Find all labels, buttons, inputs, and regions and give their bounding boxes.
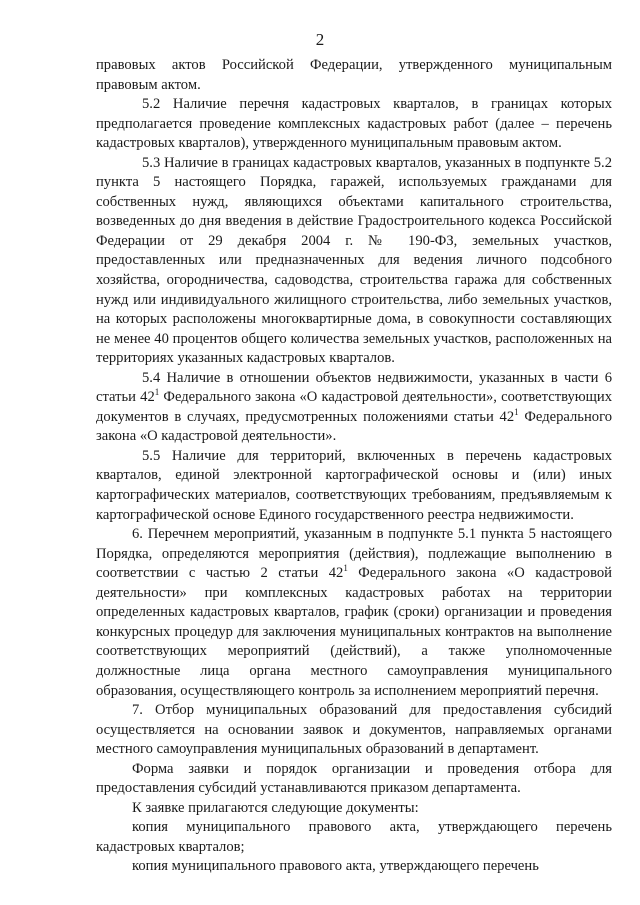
- paragraph-5-2: 5.2 Наличие перечня кадастровых кварталов, в границах которых предполагается проведение комплексных кадастровых работ (далее – перечень кадастровых кварталов), утвержденного муниципальным правовым актом.: [96, 96, 612, 152]
- list-item-legal-act-copy: копия муниципального правового акта, утверждающего перечень кадастровых кварталов;: [96, 819, 612, 855]
- document-body: [96, 56, 612, 877]
- paragraph-5-4-text-c: Федерального закона «О кадастровой деятельности».: [96, 408, 612, 445]
- paragraph-5-4-text-a: 5.4 Наличие в отношении объектов недвижимости, указанных в части 6 статьи 42: [96, 369, 612, 406]
- paragraph-6-text-b: Федерального закона «О кадастровой деятельности» при комплексных кадастровых работах на территории определенных кадастровых кварталов, график (сроки) организации и проведения конкурсных процедур для заключения муниципальных контрактов на выполнение соответствующих мероприятий (действий), а также уполномоченные должностные лица органа местного самоуправления муниципального образования, осуществляющего контроль за исполнением мероприятий перечня.: [96, 565, 612, 699]
- paragraph-6-text-a: 6. Перечнем мероприятий, указанным в подпункте 5.1 пункта 5 настоящего Порядка, определяются мероприятия (действия), подлежащие выполнению в соответствии с частью 2 статьи 42: [96, 526, 612, 582]
- paragraph-5-3: 5.3 Наличие в границах кадастровых кварталов, указанных в подпункте 5.2 пункта 5 настоящего Порядка, гаражей, используемых гражданами для собственных нужд, являющихся объектами капитального строительства, возведенных до дня введения в действие Градостроительного кодекса Российской Федерации от 29 декабря 2004 г. № 190-ФЗ, земельных участков, предоставленных или предназначенных для ведения личного подсобного хозяйства, огородничества, садоводства, строительства гаража для собственных нужд или индивидуального жилищного строительства, либо земельных участков, на которых расположены многоквартирные дома, в совокупности составляющих не менее 40 процентов общего количества земельных участков, расположенных на территориях указанных кадастровых кварталов.: [96, 154, 612, 367]
- list-item-legal-act-copy-2: копия муниципального правового акта, утверждающего перечень: [132, 858, 539, 875]
- paragraph-application-form: Форма заявки и порядок организации и проведения отбора для предоставления субсидий устанавливаются приказом департамента.: [96, 760, 612, 797]
- paragraph-attached-documents: К заявке прилагаются следующие документы:: [132, 799, 419, 816]
- superscript: 1: [343, 563, 348, 574]
- paragraph-7: 7. Отбор муниципальных образований для предоставления субсидий осуществляется на основании заявок и документов, направляемых органами местного самоуправления муниципальных образований в департамент.: [96, 702, 612, 758]
- paragraph-5-4: [96, 369, 612, 447]
- paragraph-6: [96, 525, 612, 701]
- paragraph-5-5: 5.5 Наличие для территорий, включенных в перечень кадастровых кварталов, единой электронной картографической основы и (или) иных картографических материалов, соответствующих требованиям, предъявляемым к картографической основе Единого государственного реестра недвижимости.: [96, 447, 612, 523]
- page-number: 2: [315, 30, 325, 49]
- paragraph-continuation: правовых актов Российской Федерации, утвержденного муниципальным правовым актом.: [96, 57, 612, 93]
- paragraph-5-4-text-b: Федерального закона «О кадастровой деятельности», соответствующих документов в случаях, предусмотренных положениями статьи 42: [96, 389, 613, 425]
- superscript: 1: [154, 387, 160, 398]
- superscript: 1: [514, 406, 519, 417]
